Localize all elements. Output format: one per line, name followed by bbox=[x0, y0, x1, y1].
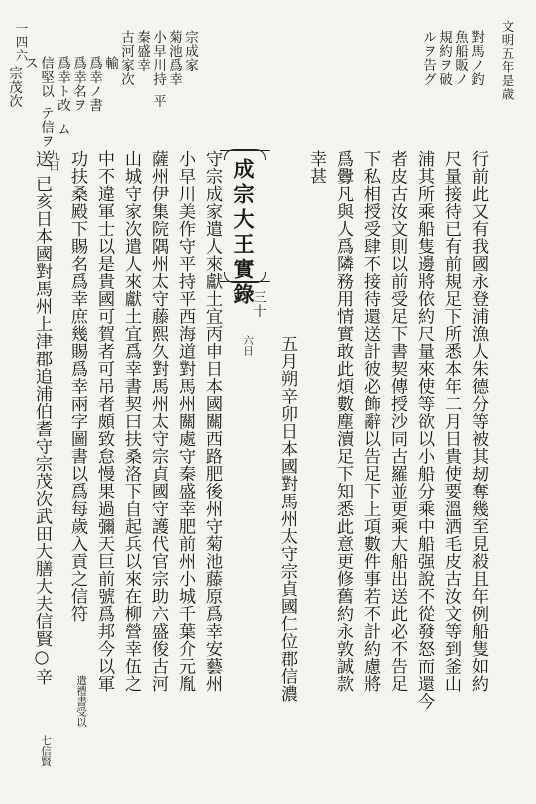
text-column: 小早川美作守平持平西海道對馬州關處守秦盛幸肥前州小城千葉介元胤 bbox=[175, 150, 195, 693]
margin-note: 魚船販ノ bbox=[452, 30, 468, 86]
text-column: 薩州伊集院隅州太守藤熙久對馬州太守宗貞國守護代官宗助六盛俊古河 bbox=[148, 150, 168, 693]
text-column: 五月朔辛卯日本國對馬州太守宗貞國仁位郡信濃 bbox=[277, 335, 297, 703]
margin-note: 爲幸ト改 bbox=[54, 56, 70, 112]
text-column: 爲釁凡與人爲隣務用情實敢此煩數塵瀆足下知悉此意更修舊約永敦誠款 bbox=[333, 150, 353, 693]
text-column: 下私相授受肆不接待還送計彼必飾辭以告足下上項數件事若不計約慮將 bbox=[360, 150, 380, 693]
text-column: 守宗成家遣人來獻土宜丙申日本國關西路肥後州守菊池藤原爲幸安藝州 bbox=[202, 150, 222, 693]
inline-note: 九日 bbox=[48, 150, 60, 171]
running-title: 文明五年是歳 bbox=[500, 20, 515, 101]
volume-number: 三十 bbox=[250, 290, 266, 318]
text-column: 浦其所乘船隻邊將依約尺量來使等欲以小船分乘中船强說不從發怒而還今 bbox=[414, 150, 434, 710]
margin-note: 宗茂次 bbox=[6, 66, 22, 108]
text-column: 山城守家次遣人來獻土宜爲幸書契曰扶桑洛下自起兵以來在柳營幸伍之 bbox=[121, 150, 141, 693]
margin-note: ルヲ告グ bbox=[420, 30, 436, 86]
margin-note: 規約ヲ破 bbox=[436, 30, 452, 86]
text-column: 送 bbox=[32, 150, 52, 168]
margin-note: 菊池爲幸 bbox=[166, 30, 182, 86]
text-column: 幸甚 bbox=[306, 150, 326, 185]
text-column: 尺量接待已有前規足下所悉本年二月日貴使要溫洒毛皮古汝文等到釜山 bbox=[441, 150, 461, 693]
margin-notes-block bbox=[6, 56, 118, 148]
inline-note: 遣禮書受以 bbox=[75, 675, 87, 728]
text-column: 者皮古汝文則以前受足下書契傳授沙同古羅並更乘大船出送此必不告足 bbox=[387, 150, 407, 693]
text-column: 行前此又有我國永登浦漁人朱德分等被其刼奪幾至見殺且年例船隻如約 bbox=[468, 150, 488, 693]
margin-note: 平 bbox=[150, 94, 166, 108]
text-column: 中不違軍士以是貴國可賀者可吊者頗致怠慢果過彌天巨前號爲邦今以軍 bbox=[94, 150, 114, 693]
margin-note: 爲幸ノ書 bbox=[86, 56, 102, 112]
margin-note: ム bbox=[54, 122, 70, 136]
margin-note: テ信ヲ bbox=[38, 106, 54, 148]
section-title: 成宗大王實錄 bbox=[231, 158, 256, 308]
margin-note: 小早川持 bbox=[150, 30, 166, 86]
margin-note: 信堅以 bbox=[38, 56, 54, 98]
inline-note: 六日 bbox=[242, 335, 254, 356]
inline-note: 七信賢 bbox=[40, 735, 52, 767]
margin-note: 古河家次 bbox=[118, 30, 134, 86]
margin-note: 輸 bbox=[102, 56, 118, 70]
margin-notes-block bbox=[120, 30, 200, 140]
text-column: 功扶桑殿下賜名爲幸庶幾賜爲幸兩字圖書以爲每歲入貢之信符 bbox=[67, 150, 87, 623]
page-number: 一四六 bbox=[14, 22, 29, 63]
margin-note: 對馬ノ釣 bbox=[468, 30, 484, 86]
margin-note: 爲幸名ヲ bbox=[70, 56, 86, 112]
text-column: 已亥日本國對馬州上津郡追浦伯耆守宗茂次武田大膳大夫信賢○辛 bbox=[32, 175, 52, 686]
margin-note: ス bbox=[22, 56, 38, 70]
margin-note: 秦盛幸 bbox=[134, 30, 150, 72]
margin-note: 宗成家 bbox=[182, 30, 198, 72]
